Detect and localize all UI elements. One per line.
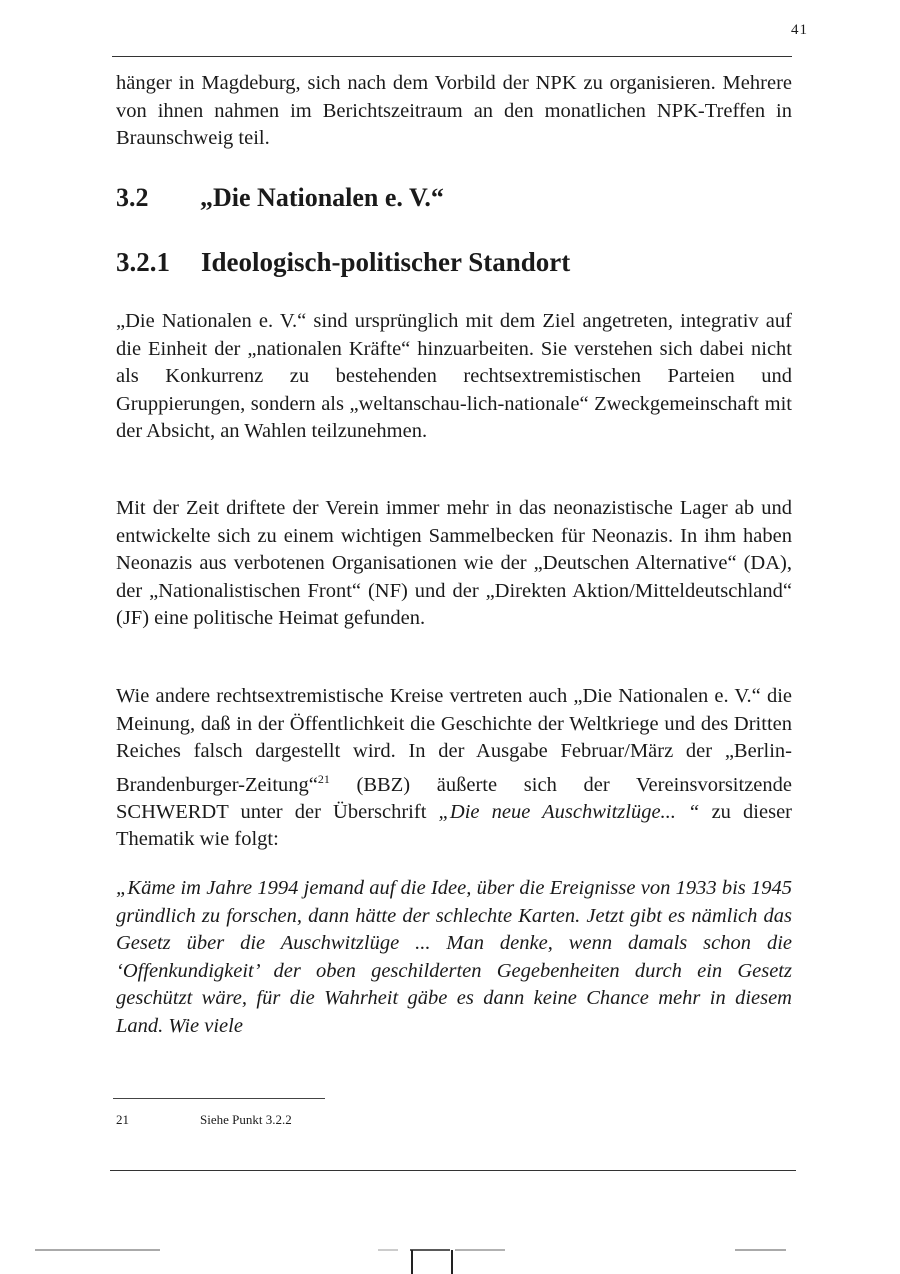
paragraph-text-c: zu dieser Thematik wie folgt:: [116, 800, 792, 851]
paragraph-continuation: hänger in Magdeburg, sich nach dem Vorbild der NPK zu organisieren. Mehrere von ihnen nahmen im Berichtszeitraum an den monatlichen NPK-Treffen in Braunschweig teil.: [116, 72, 792, 149]
block-quote: „Käme im Jahre 1994 jemand auf die Idee, über die Ereignisse von 1933 bis 1945 gründlich zu forschen, dann hätte der schlechte Karten. Jetzt gibt es nämlich das Gesetz über die Auschwitzlüge ... Man denke, wenn damals schon die ‘Offenkundigkeit’ der oben geschilderten Gegebenheiten durch ein Gesetz geschützt wäre, für die Wahrheit gäbe es dann keine Chance mehr in diesem Land. Wie viele: [116, 877, 792, 1037]
paragraph-text-b: (BBZ) äußerte sich der Vereinsvorsitzende SCHWERDT unter der Überschrift: [116, 773, 792, 823]
footnote-text: Siehe Punkt 3.2.2: [200, 1112, 292, 1127]
article-title: „Die neue Auschwitzlüge... “: [438, 800, 700, 823]
footnote-reference: 21: [317, 771, 330, 786]
paragraph-standort: „Die Nationalen e. V.“ sind ursprünglich mit dem Ziel angetreten, integrativ auf die Einheit der „nationalen Kräfte“ hinzuarbeiten. Sie verstehen sich dabei nicht als Konkurrenz zu bestehenden rechtsextremistischen Parteien und Gruppierungen, sondern als „weltanschau-lich-nationale“ Zweckgemeinschaft mit der Absicht, an Wahlen teilzunehmen.: [116, 310, 792, 442]
subsection-number: 3.2.1: [116, 247, 170, 277]
subsection-title: Ideologisch-politischer Standort: [201, 247, 571, 277]
section-number: 3.2: [116, 183, 149, 212]
footnote-number: 21: [116, 1112, 129, 1127]
page-number: 41: [791, 22, 808, 38]
paragraph-neonazis: Mit der Zeit driftete der Verein immer mehr in das neonazistische Lager ab und entwickelte sich zu einem wichtigen Sammelbecken für Neonazis. In ihm haben Neonazis aus verbotenen Organisationen wie der „Deutschen Alternative“ (DA), der „Nationalistischen Front“ (NF) und der „Direkten Aktion/Mitteldeutschland“ (JF) eine politische Heimat gefunden.: [116, 497, 792, 629]
section-title: „Die Nationalen e. V.“: [200, 183, 444, 212]
paragraph-text-a: Wie andere rechtsextremistische Kreise vertreten auch „Die Nationalen e. V.“ die Meinung, daß in der Öffentlichkeit die Geschichte der Weltkriege und des Dritten Reiches falsch dargestellt wird. In der Ausgabe Februar/März der „Berlin-Brandenburger-Zeitung“: [116, 685, 792, 796]
